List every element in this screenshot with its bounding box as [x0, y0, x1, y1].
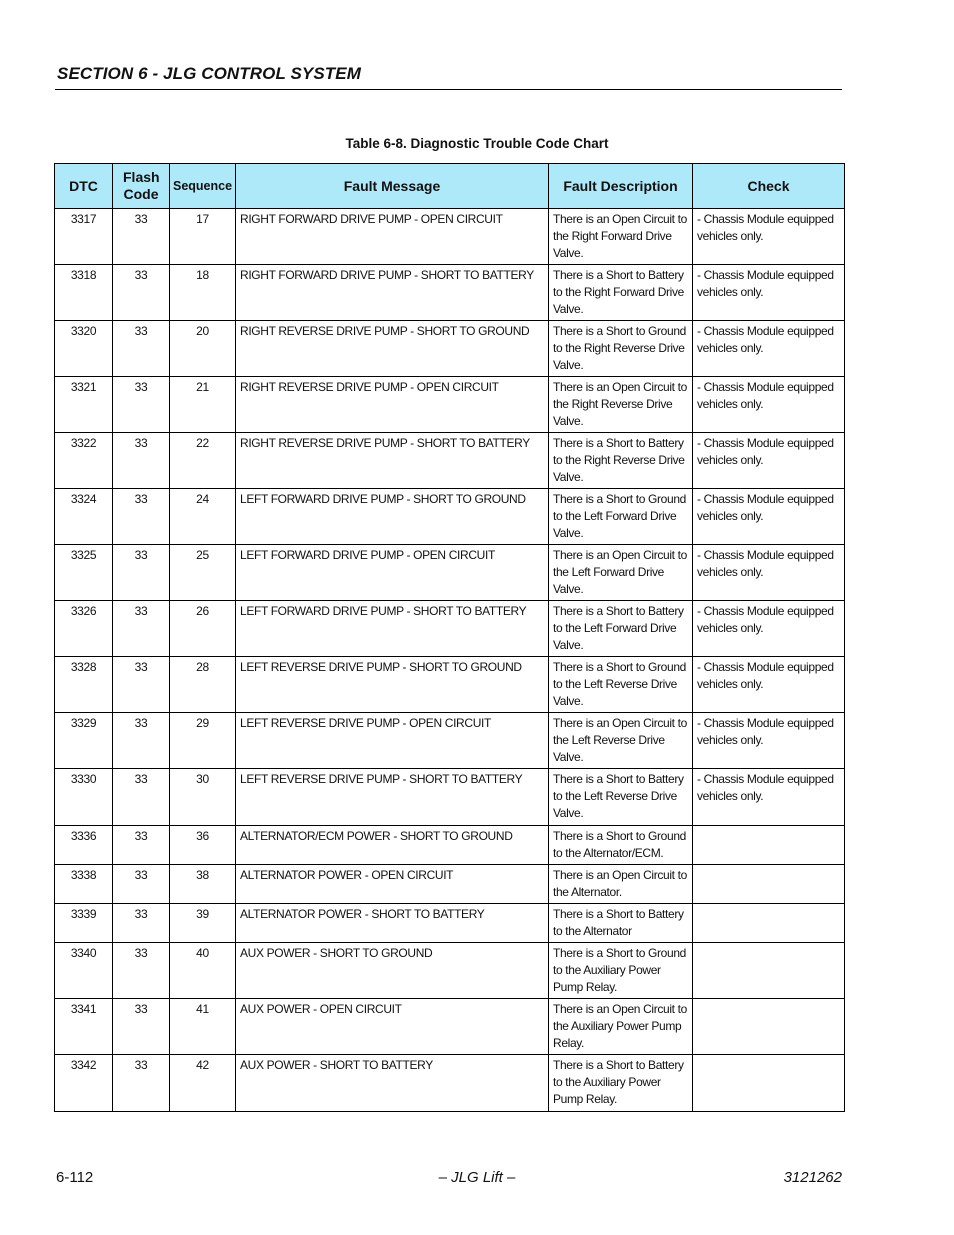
dtc-table	[54, 163, 845, 1112]
fault-description-cell: There is a Short to Battery to the Right Forward Drive Valve.	[549, 265, 693, 321]
fault-description-cell: There is an Open Circuit to the Auxiliary Power Pump Relay.	[549, 999, 693, 1055]
sequence-cell: 21	[170, 377, 236, 433]
flash-code-cell: 33	[113, 601, 170, 657]
sequence-cell: 20	[170, 321, 236, 377]
flash-code-cell: 33	[113, 865, 170, 904]
column-header-dtc: DTC	[55, 164, 113, 209]
fault-description-cell: There is an Open Circuit to the Left Forward Drive Valve.	[549, 545, 693, 601]
sequence-cell: 25	[170, 545, 236, 601]
sequence-cell: 22	[170, 433, 236, 489]
check-cell: - Chassis Module equipped vehicles only.	[693, 489, 845, 545]
dtc-cell: 3340	[55, 943, 113, 999]
fault-message-cell: AUX POWER - SHORT TO BATTERY	[236, 1055, 549, 1112]
table-row	[55, 601, 845, 657]
sequence-cell: 17	[170, 209, 236, 265]
table-row	[55, 657, 845, 713]
check-cell: - Chassis Module equipped vehicles only.	[693, 209, 845, 265]
fault-description-cell: There is a Short to Battery to the Left Reverse Drive Valve.	[549, 769, 693, 826]
column-header-check: Check	[693, 164, 845, 209]
flash-code-cell: 33	[113, 545, 170, 601]
dtc-cell: 3329	[55, 713, 113, 769]
dtc-cell: 3336	[55, 826, 113, 865]
table-row	[55, 545, 845, 601]
fault-message-cell: LEFT FORWARD DRIVE PUMP - SHORT TO GROUND	[236, 489, 549, 545]
dtc-cell: 3330	[55, 769, 113, 826]
footer-brand: – JLG Lift –	[438, 1169, 516, 1186]
fault-message-cell: RIGHT FORWARD DRIVE PUMP - SHORT TO BATTERY	[236, 265, 549, 321]
sequence-cell: 41	[170, 999, 236, 1055]
sequence-cell: 29	[170, 713, 236, 769]
flash-code-cell: 33	[113, 826, 170, 865]
check-cell: - Chassis Module equipped vehicles only.	[693, 657, 845, 713]
fault-message-cell: LEFT FORWARD DRIVE PUMP - SHORT TO BATTERY	[236, 601, 549, 657]
document-number: 3121262	[783, 1169, 842, 1186]
sequence-cell: 24	[170, 489, 236, 545]
table-row	[55, 377, 845, 433]
check-cell: - Chassis Module equipped vehicles only.	[693, 601, 845, 657]
check-cell: - Chassis Module equipped vehicles only.	[693, 321, 845, 377]
fault-message-cell: LEFT REVERSE DRIVE PUMP - SHORT TO GROUND	[236, 657, 549, 713]
fault-description-cell: There is an Open Circuit to the Left Reverse Drive Valve.	[549, 713, 693, 769]
table-body	[55, 209, 845, 1112]
check-cell: - Chassis Module equipped vehicles only.	[693, 265, 845, 321]
sequence-cell: 18	[170, 265, 236, 321]
check-cell: - Chassis Module equipped vehicles only.	[693, 377, 845, 433]
column-header-fault-message: Fault Message	[236, 164, 549, 209]
column-header-fault-description: Fault Description	[549, 164, 693, 209]
fault-description-cell: There is a Short to Ground to the Left Forward Drive Valve.	[549, 489, 693, 545]
fault-description-cell: There is a Short to Battery to the Right Reverse Drive Valve.	[549, 433, 693, 489]
fault-description-cell: There is a Short to Battery to the Left Forward Drive Valve.	[549, 601, 693, 657]
check-cell: - Chassis Module equipped vehicles only.	[693, 713, 845, 769]
check-cell	[693, 865, 845, 904]
table-row	[55, 209, 845, 265]
fault-message-cell: AUX POWER - OPEN CIRCUIT	[236, 999, 549, 1055]
header-rule	[55, 89, 842, 90]
fault-description-cell: There is a Short to Ground to the Left Reverse Drive Valve.	[549, 657, 693, 713]
check-cell	[693, 999, 845, 1055]
sequence-cell: 28	[170, 657, 236, 713]
sequence-cell: 30	[170, 769, 236, 826]
flash-code-cell: 33	[113, 999, 170, 1055]
table-row	[55, 769, 845, 826]
table-row	[55, 999, 845, 1055]
fault-description-cell: There is a Short to Battery to the Alternator	[549, 904, 693, 943]
flash-code-cell: 33	[113, 433, 170, 489]
table-row	[55, 433, 845, 489]
fault-message-cell: LEFT REVERSE DRIVE PUMP - OPEN CIRCUIT	[236, 713, 549, 769]
flash-code-cell: 33	[113, 713, 170, 769]
table-row	[55, 943, 845, 999]
flash-code-cell: 33	[113, 904, 170, 943]
column-header-sequence: Sequence	[170, 164, 236, 209]
check-cell	[693, 904, 845, 943]
table-row	[55, 265, 845, 321]
sequence-cell: 38	[170, 865, 236, 904]
table-title: Table 6-8. Diagnostic Trouble Code Chart	[345, 136, 609, 151]
fault-message-cell: LEFT FORWARD DRIVE PUMP - OPEN CIRCUIT	[236, 545, 549, 601]
table-row	[55, 489, 845, 545]
sequence-cell: 36	[170, 826, 236, 865]
sequence-cell: 39	[170, 904, 236, 943]
fault-message-cell: ALTERNATOR POWER - SHORT TO BATTERY	[236, 904, 549, 943]
flash-code-cell: 33	[113, 265, 170, 321]
table-header-row	[55, 164, 845, 209]
fault-message-cell: RIGHT REVERSE DRIVE PUMP - SHORT TO GROUND	[236, 321, 549, 377]
dtc-cell: 3324	[55, 489, 113, 545]
dtc-cell: 3325	[55, 545, 113, 601]
fault-message-cell: ALTERNATOR POWER - OPEN CIRCUIT	[236, 865, 549, 904]
sequence-cell: 40	[170, 943, 236, 999]
fault-message-cell: LEFT REVERSE DRIVE PUMP - SHORT TO BATTERY	[236, 769, 549, 826]
fault-description-cell: There is an Open Circuit to the Right Forward Drive Valve.	[549, 209, 693, 265]
check-cell: - Chassis Module equipped vehicles only.	[693, 545, 845, 601]
fault-message-cell: ALTERNATOR/ECM POWER - SHORT TO GROUND	[236, 826, 549, 865]
dtc-cell: 3317	[55, 209, 113, 265]
flash-code-cell: 33	[113, 1055, 170, 1112]
dtc-cell: 3320	[55, 321, 113, 377]
table-row	[55, 826, 845, 865]
flash-code-cell: 33	[113, 377, 170, 433]
flash-code-cell: 33	[113, 209, 170, 265]
flash-code-cell: 33	[113, 943, 170, 999]
fault-description-cell: There is an Open Circuit to the Right Reverse Drive Valve.	[549, 377, 693, 433]
fault-description-cell: There is a Short to Ground to the Auxiliary Power Pump Relay.	[549, 943, 693, 999]
section-header: SECTION 6 - JLG CONTROL SYSTEM	[57, 64, 361, 83]
fault-message-cell: RIGHT REVERSE DRIVE PUMP - OPEN CIRCUIT	[236, 377, 549, 433]
dtc-cell: 3318	[55, 265, 113, 321]
sequence-cell: 42	[170, 1055, 236, 1112]
table-row	[55, 713, 845, 769]
fault-description-cell: There is a Short to Battery to the Auxiliary Power Pump Relay.	[549, 1055, 693, 1112]
dtc-cell: 3328	[55, 657, 113, 713]
flash-code-cell: 33	[113, 489, 170, 545]
dtc-cell: 3341	[55, 999, 113, 1055]
fault-description-cell: There is a Short to Ground to the Right Reverse Drive Valve.	[549, 321, 693, 377]
fault-message-cell: AUX POWER - SHORT TO GROUND	[236, 943, 549, 999]
flash-code-cell: 33	[113, 321, 170, 377]
dtc-cell: 3321	[55, 377, 113, 433]
check-cell: - Chassis Module equipped vehicles only.	[693, 769, 845, 826]
fault-description-cell: There is a Short to Ground to the Alternator/ECM.	[549, 826, 693, 865]
dtc-cell: 3326	[55, 601, 113, 657]
fault-message-cell: RIGHT FORWARD DRIVE PUMP - OPEN CIRCUIT	[236, 209, 549, 265]
table-row	[55, 1055, 845, 1112]
flash-code-cell: 33	[113, 657, 170, 713]
check-cell	[693, 943, 845, 999]
dtc-cell: 3338	[55, 865, 113, 904]
table-row	[55, 321, 845, 377]
table-row	[55, 904, 845, 943]
check-cell: - Chassis Module equipped vehicles only.	[693, 433, 845, 489]
column-header-flash-code: Flash Code	[113, 164, 170, 209]
sequence-cell: 26	[170, 601, 236, 657]
page-number: 6-112	[56, 1169, 94, 1186]
table-row	[55, 865, 845, 904]
check-cell	[693, 1055, 845, 1112]
fault-description-cell: There is an Open Circuit to the Alternator.	[549, 865, 693, 904]
dtc-cell: 3339	[55, 904, 113, 943]
fault-message-cell: RIGHT REVERSE DRIVE PUMP - SHORT TO BATTERY	[236, 433, 549, 489]
dtc-cell: 3342	[55, 1055, 113, 1112]
dtc-cell: 3322	[55, 433, 113, 489]
check-cell	[693, 826, 845, 865]
flash-code-cell: 33	[113, 769, 170, 826]
